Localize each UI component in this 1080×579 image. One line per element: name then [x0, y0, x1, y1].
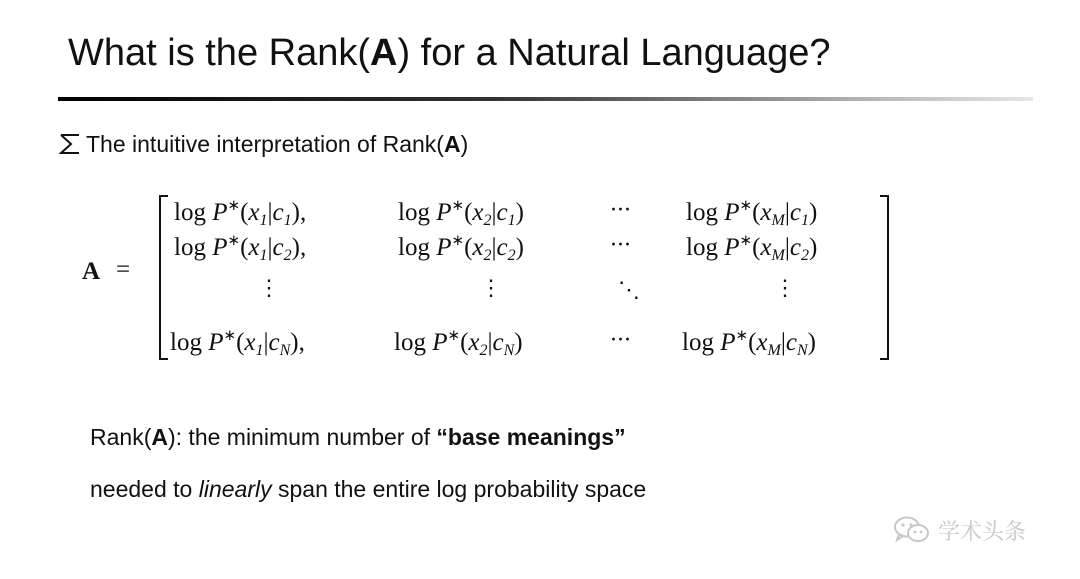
rank-definition-line2: needed to linearly span the entire log probability space [90, 476, 647, 502]
matrix-cell-r4-c4: $\log P^∗(x_M|c_N)$ [682, 328, 816, 359]
rank-definition-line1: Rank(A): the minimum number of “base meanings” [90, 424, 626, 450]
matrix-equation [82, 190, 912, 365]
matrix-cell-r3-c4: ⋮ [774, 276, 796, 301]
matrix-cell-r1-c1: $\log P^∗(x_1|c_1)$, [174, 198, 307, 229]
matrix-cell-r2-c3: ··· [610, 233, 631, 258]
matrix-cell-r2-c2: $\log P^∗(x_2|c_2)$ [398, 233, 524, 264]
matrix-cell-r4-c2: $\log P^∗(x_2|c_N)$ [394, 328, 523, 359]
matrix-name: A [82, 258, 101, 285]
matrix-cell-r3-c2: ⋮ [480, 276, 502, 301]
matrix-cell-r1-c3: ··· [610, 198, 631, 223]
slide-title: What is the Rank(A) for a Natural Language? [68, 32, 831, 74]
matrix-cell-r4-c3: ··· [610, 328, 631, 353]
matrix-cell-r2-c4: $\log P^∗(x_M|c_2)$ [686, 233, 818, 264]
title-divider [58, 97, 1033, 101]
matrix-cell-r2-c1: $\log P^∗(x_1|c_2)$, [174, 233, 307, 264]
matrix-cell-r3-c1: ⋮ [258, 276, 280, 301]
matrix-cell-r1-c2: $\log P^∗(x_2|c_1)$ [398, 198, 524, 229]
watermark: 学术头条 [892, 515, 1026, 546]
matrix-cell-r3-c3: ⋱ [618, 278, 640, 303]
sigma-icon [58, 133, 82, 155]
wechat-icon [892, 515, 932, 545]
bullet-item: The intuitive interpretation of Rank(A) [58, 131, 468, 158]
matrix-cell-r4-c1: $\log P^∗(x_1|c_N)$, [170, 328, 305, 359]
matrix-cell-r1-c4: $\log P^∗(x_M|c_1)$ [686, 198, 818, 229]
equals-sign: = [116, 256, 131, 283]
